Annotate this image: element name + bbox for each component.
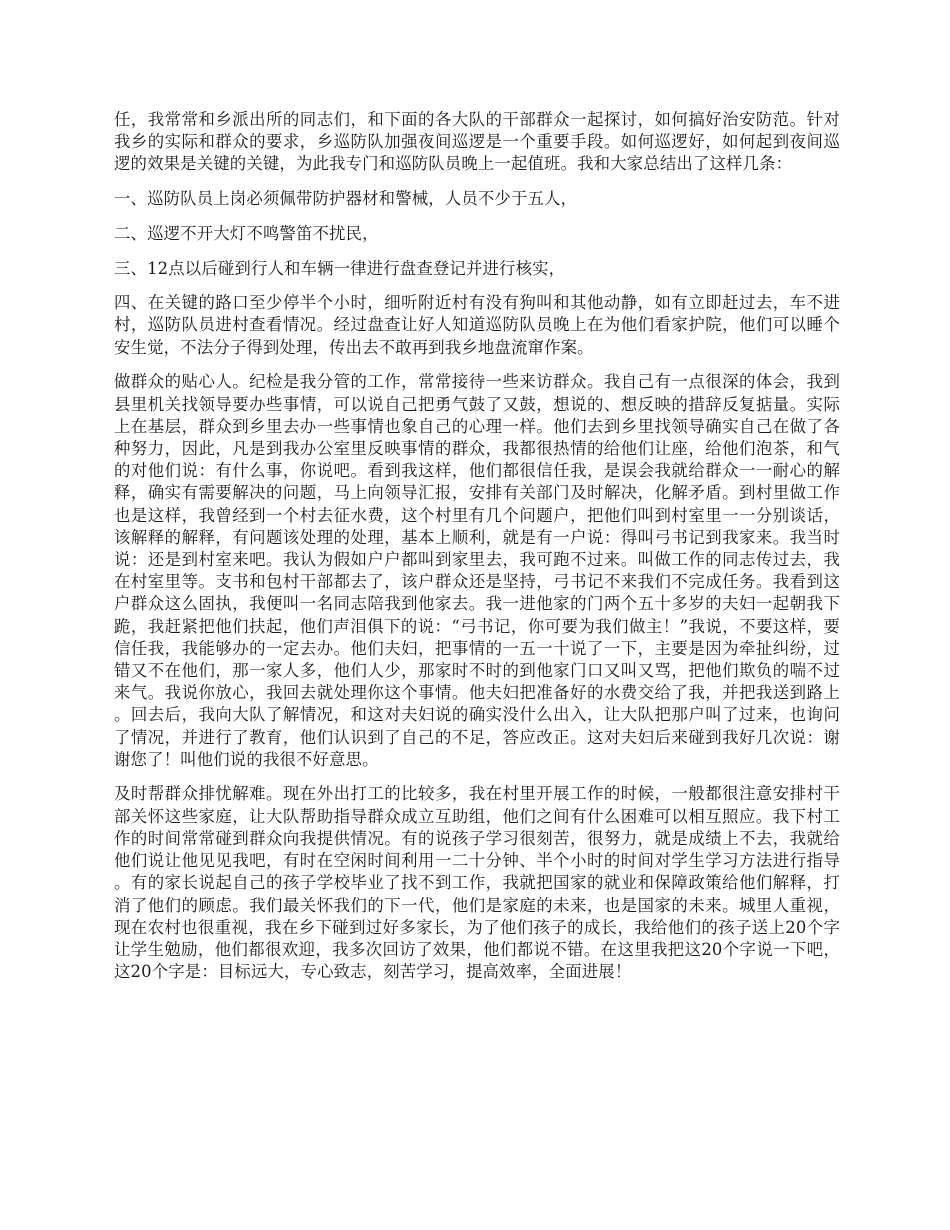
paragraph-patrol-intro: 任，我常常和乡派出所的同志们，和下面的各大队的干部群众一起探讨，如何搞好治安防范。针对我乡的实际和群众的要求，乡巡防队加强夜间巡逻是一个重要手段。如何巡逻好，如何起到夜间巡逻的效果是关键的关键，为此我专门和巡防队员晚上一起值班。我和大家总结出了这样几条： (114, 110, 840, 174)
paragraph-rule-2: 二、巡逻不开大灯不鸣警笛不扰民， (114, 223, 379, 243)
paragraph-close-to-people: 做群众的贴心人。纪检是我分管的工作，常常接待一些来访群众。我自己有一点很深的体会，我到县里机关找领导要办些事情，可以说自己把勇气鼓了又鼓，想说的、想反映的措辞反复掂量。实际上在基层，群众到乡里去办一些事情也象自己的心理一样。他们去到乡里找领导确实自己在做了各种努力，因此，凡是到我办公室里反映事情的群众，我都很热情的给他们让座，给他们泡茶，和气的对他们说：有什么事，你说吧。看到我这样，他们都很信任我，是误会我就给群众一一耐心的解释，确实有需要解决的问题，马上向领导汇报，安排有关部门及时解决，化解矛盾。到村里做工作也是这样，我曾经到一个村去征水费，这个村里有几个问题户，把他们叫到村室里一一分别谈话，该解释的解释，有问题该处理的处理，基本上顺利，就是有一户说：得叫弓书记到我家来。我当时说：还是到村室来吧。我认为假如户户都叫到家里去，我可跑不过来。叫做工作的同志传过去，我在村室里等。支书和包村干部都去了，该户群众还是坚持，弓书记不来我们不完成任务。我看到这户群众这么固执，我便叫一名同志陪我到他家去。我一进他家的门两个五十多岁的夫妇一起朝我下跪，我赶紧把他们扶起，他们声泪俱下的说：“弓书记，你可要为我们做主！”我说，不要这样，要信任我，我能够办的一定去办。他们夫妇，把事情的一五一十说了一下，主要是因为牵扯纠纷，过错又不在他们，那一家人多，他们人少，那家时不时的到他家门口又叫又骂，把他们欺负的喘不过来气。我说你放心，我回去就处理你这个事情。他夫妇把准备好的水费交给了我，并把我送到路上。回去后，我向大队了解情况，和这对夫妇说的确实没什么出入，让大队把那户叫了过来，也询问了情况，并进行了教育，他们认识到了自己的不足，答应改正。这对夫妇后来碰到我好几次说：谢谢您了！叫他们说的我很不好意思。 (114, 372, 840, 769)
paragraph-rule-3: 三、12点以后碰到行人和车辆一律进行盘查登记并进行核实， (114, 258, 566, 278)
paragraph-rule-4: 四、在关键的路口至少停半个小时，细听附近村有没有狗叫和其他动静，如有立即赶过去，车不进村，巡防队员进村查看情况。经过盘查让好人知道巡防队员晚上在为他们看家护院，他们可以睡个安生觉，不法分子得到处理，传出去不敢再到我乡地盘流窜作案。 (114, 293, 840, 357)
document-body (114, 109, 840, 996)
paragraph-rule-1: 一、巡防队员上岗必须佩带防护器材和警械，人员不少于五人， (114, 189, 578, 209)
paragraph-help-people: 及时帮群众排忧解难。现在外出打工的比较多，我在村里开展工作的时候，一般都很注意安排村干部关怀这些家庭，让大队帮助指导群众成立互助组，他们之间有什么困难可以相互照应。我下村工作的时间常常碰到群众向我提供情况。有的说孩子学习很刻苦，很努力，就是成绩上不去，我就给他们说让他见见我吧，有时在空闲时间利用一二十分钟、半个小时的时间对学生学习方法进行指导。有的家长说起自己的孩子学校毕业了找不到工作，我就把国家的就业和保障政策给他们解释，打消了他们的顾虑。我们最关怀我们的下一代，他们是家庭的未来，也是国家的未来。城里人重视，现在农村也很重视，我在乡下碰到过好多家长，为了他们孩子的成长，我给他们的孩子送上20个字让学生勉励，他们都很欢迎，我多次回访了效果，他们都说不错。在这里我把这20个字说一下吧，这20个字是：目标远大，专心致志，刻苦学习，提高效率，全面进展！ (114, 784, 840, 982)
